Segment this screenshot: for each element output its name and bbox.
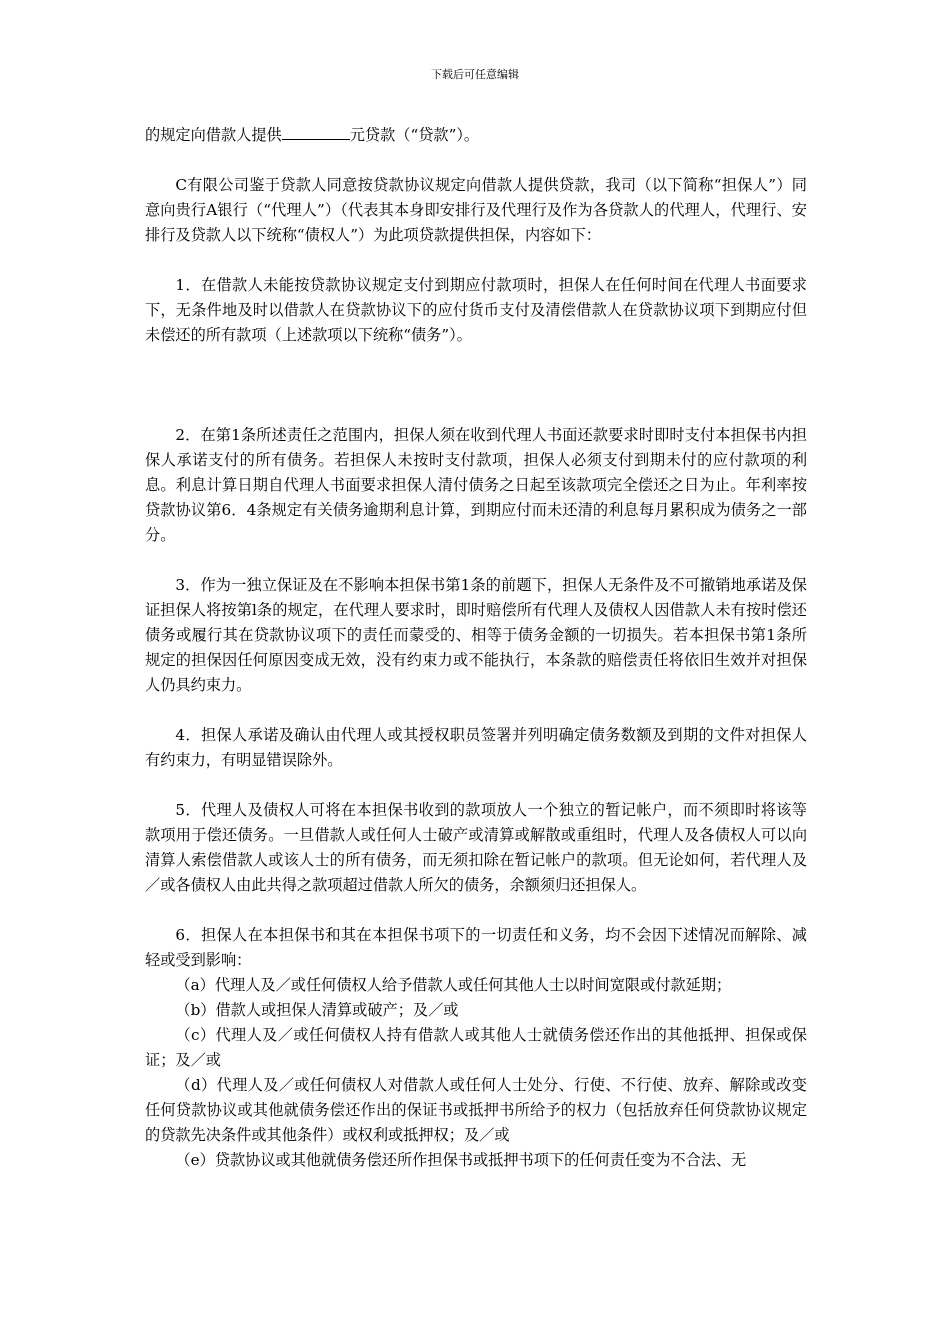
guarantee-intro-paragraph: C有限公司鉴于贷款人同意按贷款协议规定向借款人提供贷款，我司（以下简称“担保人”）同意向贵行A银行（“代理人”）（代表其本身即安排行及代理行及作为各贷款人的代理人，代理行、安排行及贷款人以下统称“债权人”）为此项贷款提供担保，内容如下： — [145, 176, 807, 244]
clause-2: 2．在第1条所述责任之范围内，担保人须在收到代理人书面还款要求时即时支付本担保书内担保人承诺支付的所有债务。若担保人未按时支付款项，担保人必须支付到期未付的应付款项的利息。利息计算日期自代理人书面要求担保人清付债务之日起至该款项完全偿还之日为止。年利率按贷款协议第6．4条规定有关债务逾期利息计算，到期应付而未还清的利息每月累积成为债务之一部分。 — [145, 426, 807, 544]
document-body — [145, 122, 807, 1173]
amount-blank — [282, 122, 350, 140]
clause-1: 1．在借款人未能按贷款协议规定支付到期应付款项时，担保人在任何时间在代理人书面要求下，无条件地及时以借款人在贷款协议下的应付货币支付及清偿借款人在贷款协议项下到期应付但未偿还的所有款项（上述款项以下统称“债务”）。 — [145, 276, 807, 344]
page-header: 下载后可任意编辑 — [431, 68, 519, 81]
clause-6-item-a: （a）代理人及／或任何债权人给予借款人或任何其他人士以时间宽限或付款延期； — [175, 976, 732, 994]
clause-4: 4．担保人承诺及确认由代理人或其授权职员签署并列明确定债务数额及到期的文件对担保人有约束力，有明显错误除外。 — [145, 726, 807, 769]
intro-text-before: 的规定向借款人提供 — [145, 126, 282, 144]
clause-6-item-c: （c）代理人及／或任何债权人持有借款人或其他人士就债务偿还作出的其他抵押、担保或保证；及／或 — [145, 1026, 807, 1069]
clause-5: 5．代理人及债权人可将在本担保书收到的款项放人一个独立的暂记帐户，而不须即时将该等款项用于偿还债务。一旦借款人或任何人士破产或清算或解散或重组时，代理人及各债权人可以向清算人索偿借款人或该人士的所有债务，而无须扣除在暂记帐户的款项。但无论如何，若代理人及／或各债权人由此共得之款项超过借款人所欠的债务，余额须归还担保人。 — [145, 801, 807, 894]
clause-6-item-e: （e）贷款协议或其他就债务偿还所作担保书或抵押书项下的任何责任变为不合法、无 — [175, 1151, 747, 1169]
clause-6: 6．担保人在本担保书和其在本担保书项下的一切责任和义务，均不会因下述情况而解除、减轻或受到影响： — [145, 926, 807, 969]
intro-text-after: 元贷款（“贷款”）。 — [349, 126, 480, 144]
clause-6-item-d: （d）代理人及／或任何债权人对借款人或任何人士处分、行使、不行使、放弃、解除或改变任何贷款协议或其他就债务偿还作出的保证书或抵押书所给予的权力（包括放弃任何贷款协议规定的贷款先决条件或其他条件）或权利或抵押权；及／或 — [145, 1076, 807, 1144]
clause-3: 3．作为一独立保证及在不影响本担保书第1条的前题下，担保人无条件及不可撤销地承诺及保证担保人将按第l条的规定，在代理人要求时，即时赔偿所有代理人及债权人因借款人未有按时偿还债务或履行其在贷款协议项下的责任而蒙受的、相等于债务金额的一切损失。若本担保书第1条所规定的担保因任何原因变成无效，没有约束力或不能执行，本条款的赔偿责任将依旧生效并对担保人仍具约束力。 — [145, 576, 807, 694]
clause-6-item-b: （b）借款人或担保人清算或破产；及／或 — [175, 1001, 459, 1019]
intro-line — [145, 122, 807, 148]
